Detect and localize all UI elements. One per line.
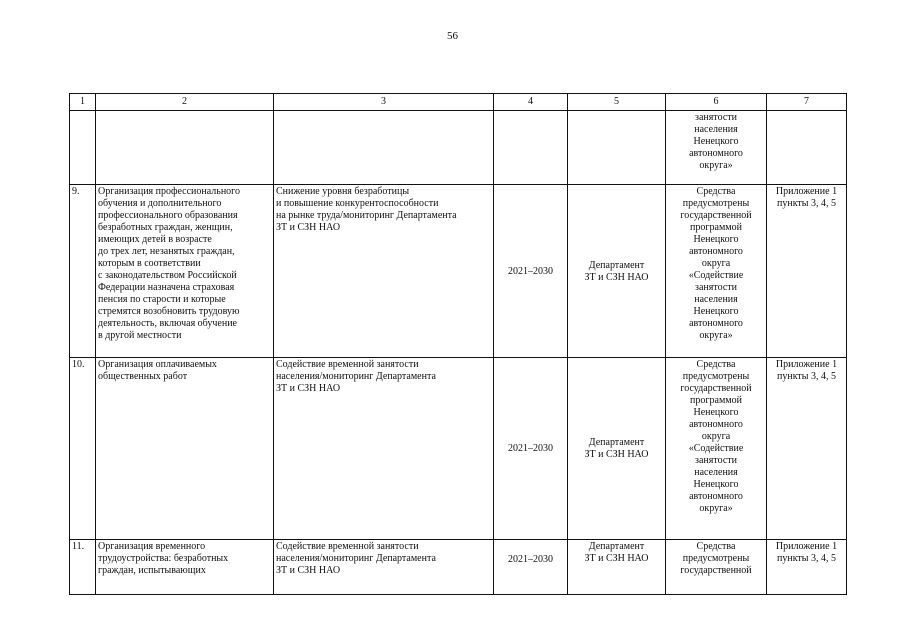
header-cell: 7 bbox=[767, 94, 847, 111]
table-row bbox=[70, 185, 847, 358]
header-cell: 5 bbox=[568, 94, 666, 111]
period-cell: 2021–2030 bbox=[494, 358, 568, 540]
appendix-cell: Приложение 1 пункты 3, 4, 5 bbox=[767, 358, 847, 540]
empty-cell bbox=[494, 111, 568, 185]
executor-cell: Департамент ЗТ и СЗН НАО bbox=[568, 358, 666, 540]
table-header-row bbox=[70, 94, 847, 111]
funding-cell: Средства предусмотрены государственной программой Ненецкого автономного округа «Содействие занятости населения Ненецкого автономного округа» bbox=[666, 358, 767, 540]
header-cell: 3 bbox=[274, 94, 494, 111]
page-number: 56 bbox=[447, 30, 458, 42]
row-number-cell: 11. bbox=[70, 540, 96, 595]
funding-cell: занятости населения Ненецкого автономного округа» bbox=[666, 111, 767, 185]
funding-cell: Средства предусмотрены государственной bbox=[666, 540, 767, 595]
result-cell: Снижение уровня безработицы и повышение конкурентоспособности на рынке труда/мониторинг Департамента ЗТ и СЗН НАО bbox=[274, 185, 494, 358]
header-cell: 2 bbox=[96, 94, 274, 111]
period-cell: 2021–2030 bbox=[494, 185, 568, 358]
empty-cell bbox=[70, 111, 96, 185]
table-row bbox=[70, 358, 847, 540]
result-cell: Содействие временной занятости населения/мониторинг Департамента ЗТ и СЗН НАО bbox=[274, 358, 494, 540]
activity-cell: Организация временного трудоустройства: безработных граждан, испытывающих bbox=[96, 540, 274, 595]
header-cell: 1 bbox=[70, 94, 96, 111]
appendix-cell: Приложение 1 пункты 3, 4, 5 bbox=[767, 185, 847, 358]
activity-cell: Организация профессионального обучения и дополнительного профессионального образования безработных граждан, женщин, имеющих детей в возрасте до трех лет, незанятых граждан, которым в соответствии с законодательством Российской Федерации назначена страховая пенсия по старости и которые стремятся возобновить трудовую деятельность, включая обучение в другой местности bbox=[96, 185, 274, 358]
activity-cell: Организация оплачиваемых общественных работ bbox=[96, 358, 274, 540]
table-row bbox=[70, 540, 847, 595]
appendix-cell: Приложение 1 пункты 3, 4, 5 bbox=[767, 540, 847, 595]
executor-cell: Департамент ЗТ и СЗН НАО bbox=[568, 540, 666, 595]
row-number-cell: 10. bbox=[70, 358, 96, 540]
funding-cell: Средства предусмотрены государственной программой Ненецкого автономного округа «Содействие занятости населения Ненецкого автономного округа» bbox=[666, 185, 767, 358]
empty-cell bbox=[568, 111, 666, 185]
result-cell: Содействие временной занятости населения/мониторинг Департамента ЗТ и СЗН НАО bbox=[274, 540, 494, 595]
header-cell: 6 bbox=[666, 94, 767, 111]
period-cell: 2021–2030 bbox=[494, 540, 568, 595]
empty-cell bbox=[767, 111, 847, 185]
executor-cell: Департамент ЗТ и СЗН НАО bbox=[568, 185, 666, 358]
row-number-cell: 9. bbox=[70, 185, 96, 358]
table-row-continuation bbox=[70, 111, 847, 185]
empty-cell bbox=[274, 111, 494, 185]
measures-table bbox=[69, 93, 847, 595]
empty-cell bbox=[96, 111, 274, 185]
header-cell: 4 bbox=[494, 94, 568, 111]
